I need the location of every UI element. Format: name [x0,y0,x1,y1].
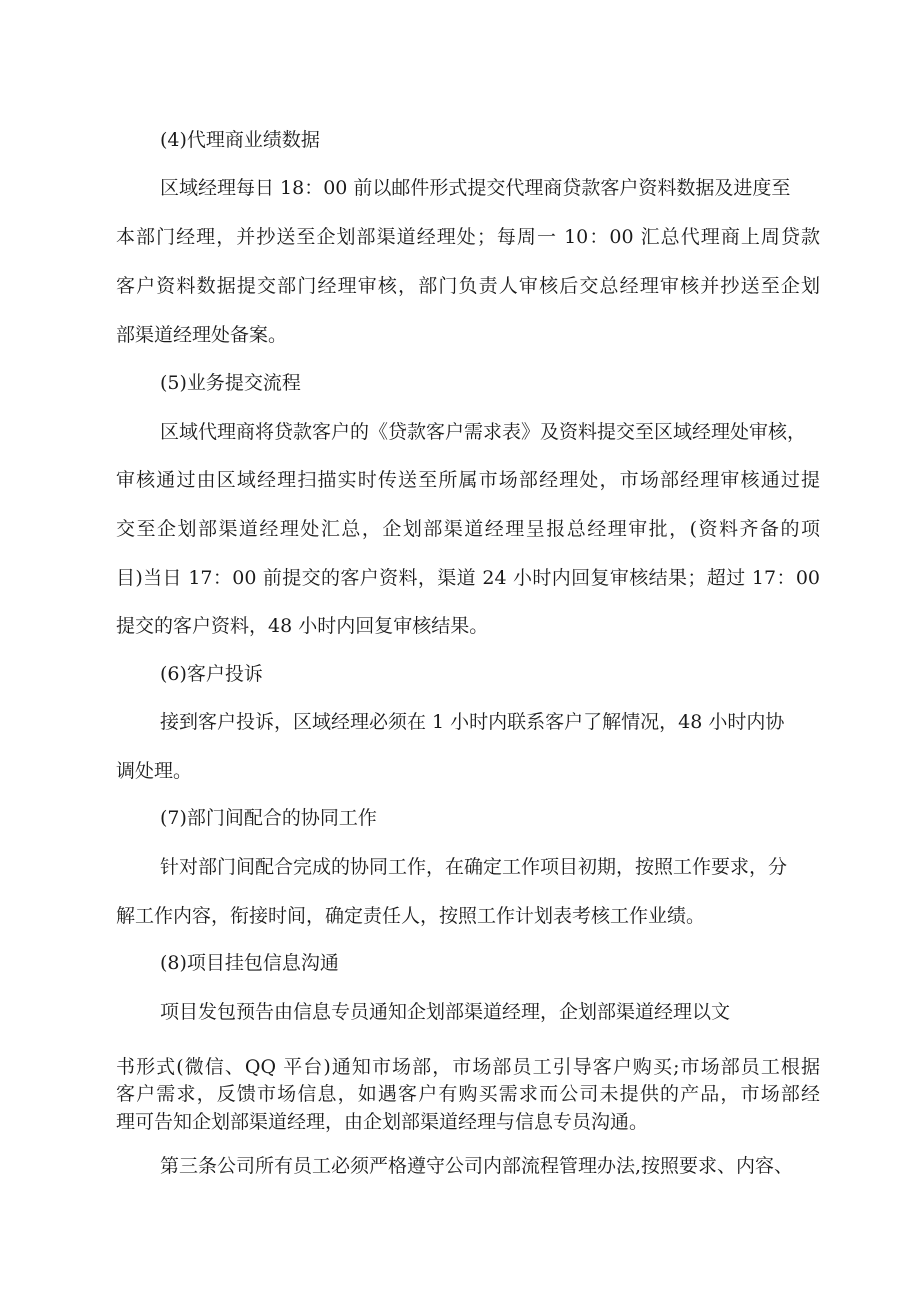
paragraph-line: 目)当日 17：00 前提交的客户资料，渠道 24 小时内回复审核结果；超过 17：00 [116,567,820,589]
paragraph-line: 客户资料数据提交部门经理审核，部门负责人审核后交总经理审核并抄送至企划 [116,275,820,297]
paragraph-line: 提交的客户资料，48 小时内回复审核结果。 [116,615,489,637]
paragraph-line: 交至企划部渠道经理处汇总，企划部渠道经理呈报总经理审批，(资料齐备的项 [116,518,820,540]
paragraph-line: 解工作内容，衔接时间，确定责任人，按照工作计划表考核工作业绩。 [116,905,706,927]
paragraph-line: 接到客户投诉，区域经理必须在 1 小时内联系客户了解情况，48 小时内协 [160,711,785,733]
paragraph-line: 理可告知企划部渠道经理，由企划部渠道经理与信息专员沟通。 [116,1111,649,1133]
paragraph-line: 本部门经理，并抄送至企划部渠道经理处；每周一 10：00 汇总代理商上周贷款 [116,226,820,248]
paragraph-line: 调处理。 [116,760,193,782]
paragraph-line: 针对部门间配合完成的协同工作，在确定工作项目初期，按照工作要求，分 [160,856,788,878]
paragraph-line: 客户需求，反馈市场信息，如遇客户有购买需求而公司未提供的产品，市场部经 [116,1083,820,1105]
section-heading-8: (8)项目挂包信息沟通 [160,952,339,974]
paragraph-line: 审核通过由区域经理扫描实时传送至所属市场部经理处，市场部经理审核通过提 [116,469,820,491]
article-3-line: 第三条公司所有员工必须严格遵守公司内部流程管理办法,按照要求、内容、 [160,1155,794,1177]
paragraph-line: 区域经理每日 18：00 前以邮件形式提交代理商贷款客户资料数据及进度至 [160,177,791,199]
section-heading-5: (5)业务提交流程 [160,372,301,394]
paragraph-line: 项目发包预告由信息专员通知企划部渠道经理，企划部渠道经理以文 [160,1001,731,1023]
paragraph-line: 部渠道经理处备案。 [116,324,288,346]
section-heading-6: (6)客户投诉 [160,663,263,685]
section-heading-4: (4)代理商业绩数据 [160,129,320,151]
paragraph-line: 区域代理商将贷款客户的《贷款客户需求表》及资料提交至区域经理处审核， [160,421,807,443]
paragraph-line: 书形式(微信、QQ 平台)通知市场部，市场部员工引导客户购买;市场部员工根据 [116,1056,820,1078]
section-heading-7: (7)部门间配合的协同工作 [160,807,377,829]
